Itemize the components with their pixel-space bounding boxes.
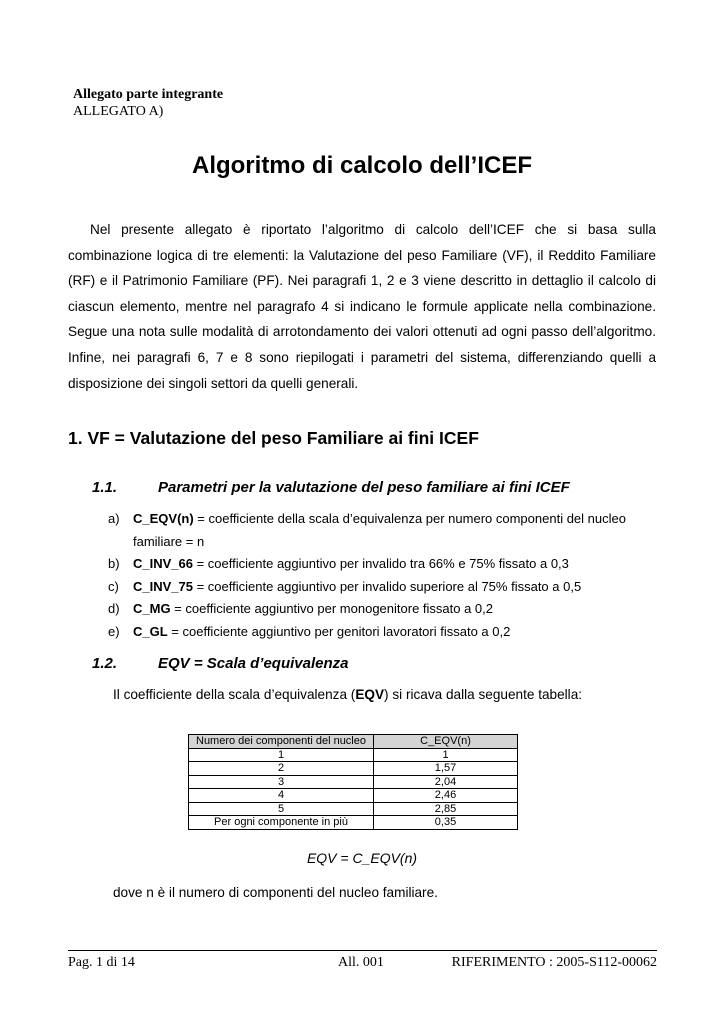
parameter-description: = coefficiente aggiuntivo per genitori lavoratori fissato a 0,2 <box>167 623 511 639</box>
list-item <box>108 508 656 553</box>
parameter-description: = coefficiente aggiuntivo per invalido superiore al 75% fissato a 0,5 <box>192 578 582 594</box>
subsection-number: 1.2. <box>92 655 118 672</box>
header-attachment-note: Allegato parte integrante <box>73 87 224 102</box>
table-row <box>189 802 518 816</box>
parameter-list <box>108 508 656 643</box>
page-number: Pag. 1 di 14 <box>68 955 135 970</box>
eqv-intro-after: ) si ricava dalla seguente tabella: <box>384 687 583 702</box>
table-row <box>189 816 518 830</box>
parameter-code: C_INV_66 <box>133 556 193 571</box>
header-attachment-label: ALLEGATO A) <box>73 104 164 119</box>
table-cell: 1 <box>189 748 374 762</box>
table-cell: Per ogni componente in più <box>189 816 374 830</box>
subsection-title: Parametri per la valutazione del peso familiare ai fini ICEF <box>158 479 570 496</box>
footer-divider <box>68 950 657 951</box>
table-header-row <box>189 735 518 749</box>
table-cell: 1 <box>374 748 518 762</box>
table-row <box>189 748 518 762</box>
eqv-code: EQV <box>355 687 385 702</box>
list-item-letter: c) <box>108 578 119 594</box>
list-item-letter: a) <box>108 511 120 526</box>
list-item <box>108 576 656 599</box>
list-item-letter: e) <box>108 623 120 639</box>
table-header-coefficient: C_EQV(n) <box>374 735 518 749</box>
subsection-1-2-heading <box>92 655 349 672</box>
table-cell: 5 <box>189 802 374 816</box>
subsection-title: EQV = Scala d’equivalenza <box>158 655 349 672</box>
table-header-components: Numero dei componenti del nucleo <box>189 735 374 749</box>
list-item-letter: d) <box>108 601 120 616</box>
parameter-code: C_GL <box>133 623 168 639</box>
parameter-description: = coefficiente aggiuntivo per monogenitore fissato a 0,2 <box>170 601 494 616</box>
table-cell: 2 <box>189 762 374 776</box>
table-cell: 2,46 <box>374 789 518 803</box>
parameter-description: = coefficiente aggiuntivo per invalido tra 66% e 75% fissato a 0,3 <box>192 556 569 571</box>
parameter-code: C_INV_75 <box>133 578 193 594</box>
table-cell: 3 <box>189 775 374 789</box>
parameter-code: C_MG <box>133 601 171 616</box>
document-header <box>73 86 223 120</box>
table-row <box>189 762 518 776</box>
eqv-intro-before: Il coefficiente della scala d’equivalenza ( <box>113 687 356 702</box>
subsection-1-1-heading <box>92 479 570 496</box>
table-cell: 2,85 <box>374 802 518 816</box>
intro-paragraph: Nel presente allegato è riportato l’algoritmo di calcolo dell’ICEF che si basa sulla combinazione logica di tre elementi: la Valutazione del peso Familiare (VF), il Reddito Familiare (RF) e il Patrimonio Familiare (PF). Nei paragrafi 1, 2 e 3 viene descritto in dettaglio il calcolo di ciascun elemento, mentre nel paragrafo 4 si indicano le formule applicate nella combinazione. Segue una nota sulle modalità di arrotondamento dei valori ottenuti ad ogni passo dell’algoritmo. Infine, nei paragrafi 6, 7 e 8 sono riepilogati i parametri del sistema, differenziando quelli a disposizione dei singoli settori da quelli generali. <box>68 222 656 391</box>
list-item-letter: b) <box>108 556 120 571</box>
parameter-description: = coefficiente della scala d’equivalenza per numero componenti del nucleo familiare = n <box>133 511 626 549</box>
eqv-intro-text <box>113 687 582 702</box>
subsection-number: 1.1. <box>92 479 118 496</box>
page-title: Algoritmo di calcolo dell’ICEF <box>191 152 533 179</box>
section-1-heading: 1. VF = Valutazione del peso Familiare ai fini ICEF <box>68 428 479 448</box>
list-item <box>108 553 656 576</box>
table-cell: 2,04 <box>374 775 518 789</box>
eqv-definition-text: dove n è il numero di componenti del nucleo familiare. <box>113 885 438 900</box>
reference-code: RIFERIMENTO : 2005-S112-00062 <box>451 955 657 970</box>
table-cell: 4 <box>189 789 374 803</box>
list-item <box>108 621 656 644</box>
table-row <box>189 789 518 803</box>
parameter-code: C_EQV(n) <box>133 511 194 526</box>
table-row <box>189 775 518 789</box>
eqv-formula: EQV = C_EQV(n) <box>306 850 418 866</box>
table-cell: 0,35 <box>374 816 518 830</box>
attachment-number: All. 001 <box>338 955 384 970</box>
eqv-table <box>188 734 518 830</box>
list-item <box>108 598 656 621</box>
table-cell: 1,57 <box>374 762 518 776</box>
